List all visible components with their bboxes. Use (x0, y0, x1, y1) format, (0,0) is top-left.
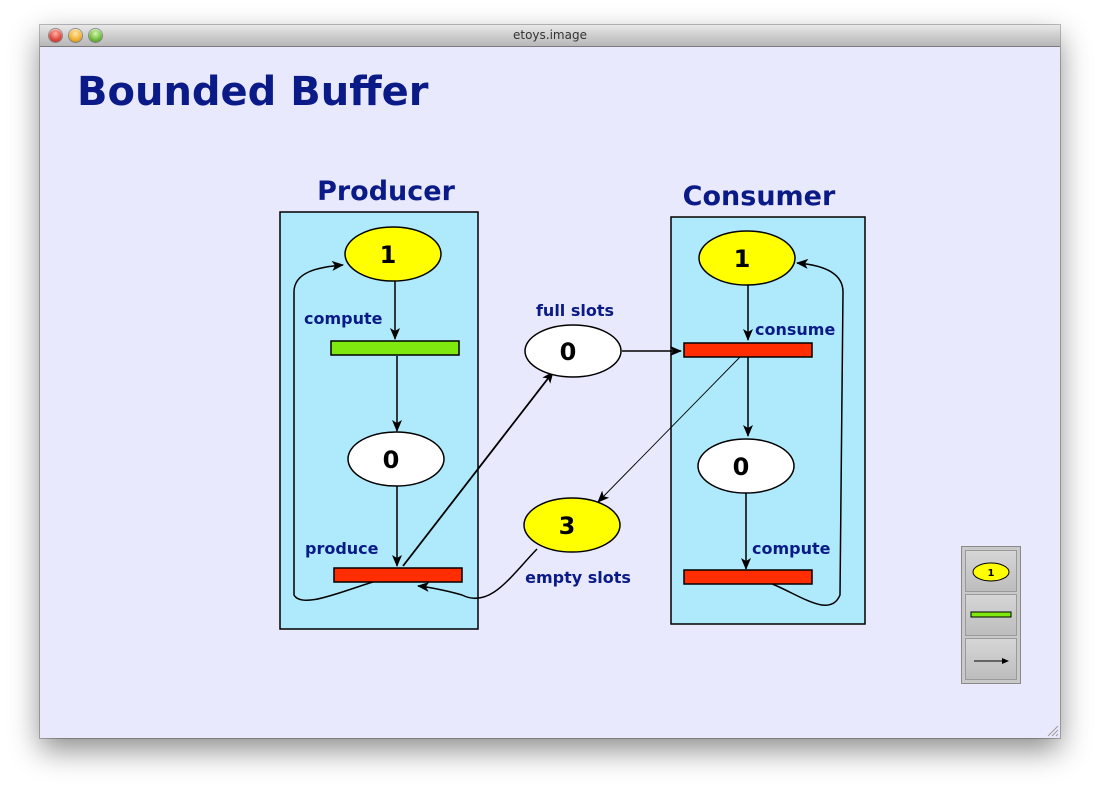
slide-title: Bounded Buffer (77, 69, 429, 115)
consumer-idle-tokens: 0 (732, 453, 750, 481)
consumer-title: Consumer (682, 181, 836, 212)
place-tool-icon (966, 551, 1016, 591)
consumer-consume-transition[interactable] (684, 343, 812, 357)
consumer-compute-label: compute (752, 539, 831, 558)
petri-net-diagram (40, 47, 1060, 738)
producer-title: Producer (317, 176, 455, 207)
empty-slots-tokens: 3 (558, 512, 576, 540)
tool-palette (961, 546, 1021, 684)
window-title: etoys.image (513, 28, 587, 42)
place-tool-token: 1 (987, 568, 995, 579)
transition-tool-button[interactable] (965, 594, 1017, 636)
consumer-compute-transition[interactable] (684, 570, 812, 584)
full-slots-label: full slots (535, 301, 615, 320)
resize-grip-icon[interactable] (1046, 724, 1059, 737)
transition-tool-icon (966, 595, 1016, 635)
empty-slots-label: empty slots (525, 568, 631, 587)
producer-ready-tokens: 1 (379, 241, 397, 269)
title-bar[interactable] (40, 25, 1060, 47)
app-window (40, 25, 1060, 738)
consumer-consume-label: consume (755, 320, 836, 339)
slide-canvas (40, 47, 1060, 738)
full-slots-tokens: 0 (559, 338, 577, 366)
producer-compute-label: compute (304, 309, 383, 328)
producer-idle-tokens: 0 (382, 446, 400, 474)
consumer-ready-tokens: 1 (733, 245, 751, 273)
place-tool-button[interactable] (965, 550, 1017, 592)
producer-compute-transition[interactable] (331, 341, 459, 355)
producer-produce-label: produce (305, 539, 379, 558)
producer-produce-transition[interactable] (334, 568, 462, 582)
arrow-icon (966, 639, 1016, 679)
arc-tool-button[interactable] (965, 638, 1017, 680)
